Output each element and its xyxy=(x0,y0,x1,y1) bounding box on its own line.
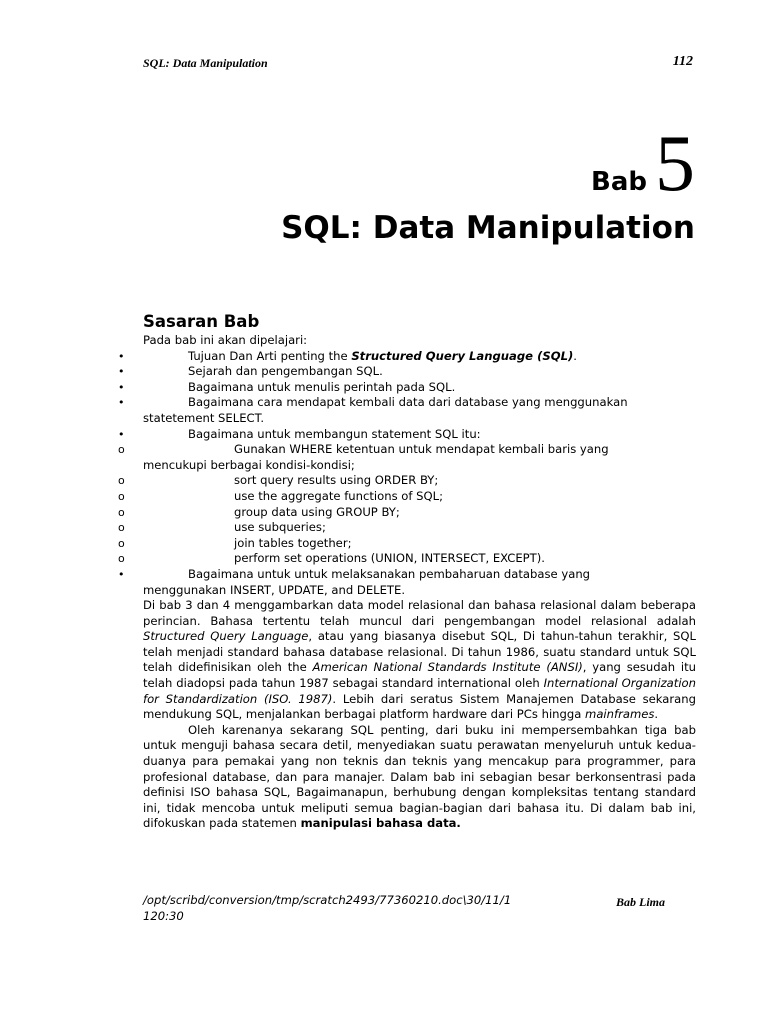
circle-bullet-icon xyxy=(118,520,125,536)
bullet-icon xyxy=(118,364,125,380)
emphasis-text: American National Standards Institute (ANSI) xyxy=(312,660,583,675)
list-item: • Bagaimana untuk menulis perintah pada SQL. xyxy=(143,380,696,396)
body-paragraph: Di bab 3 dan 4 menggambarkan data model relasional dan bahasa relasional dalam beberapa perincian. Bahasa tertentu telah muncul dari pengembangan model relasional adalah Structured Query Language, atau yang biasanya disebut SQL, Di tahun-tahun terakhir, SQL telah menjadi standard bahasa database relasional. Di tahun 1986, suatu standard untuk SQL telah didefinisikan oleh the American National Standards Institute (ANSI), yang sesudah itu telah diadopsi pada tahun 1987 sebagai standard international oleh International Organization for Standardization (ISO. 1987). Lebih dari seratus Sistem Manajemen Database sekarang mendukung SQL, menjalankan berbagai platform hardware dari PCs hingga mainframes. xyxy=(143,598,696,722)
circle-bullet-icon xyxy=(118,473,125,489)
circle-bullet-icon xyxy=(118,505,125,521)
circle-bullet-icon xyxy=(118,536,125,552)
list-item: • Sejarah dan pengembangan SQL. xyxy=(143,364,696,380)
running-header-title: SQL: Data Manipulation xyxy=(143,56,268,70)
sub-list-item: o group data using GROUP BY; xyxy=(143,505,696,521)
list-item: • Bagaimana cara mendapat kembali data dari database yang menggunakan xyxy=(143,395,696,411)
emphasis-text: mainframes xyxy=(585,707,655,722)
chapter-number: 5 xyxy=(655,120,695,208)
sub-list-item: o sort query results using ORDER BY; xyxy=(143,473,696,489)
list-item: • Bagaimana untuk membangun statement SQL itu: xyxy=(143,427,696,443)
bullet-icon xyxy=(118,567,125,583)
footer-path: /opt/scribd/conversion/tmp/scratch2493/77360210.doc\30/11/1 120:30 xyxy=(143,893,512,923)
chapter-title: SQL: Data Manipulation xyxy=(281,210,695,246)
bold-text: manipulasi bahasa data. xyxy=(300,816,461,831)
list-item-continuation: statetement SELECT. xyxy=(143,410,265,425)
sub-list-item-continuation: mencukupi berbagai kondisi-kondisi; xyxy=(143,457,355,472)
chapter-label xyxy=(591,120,695,208)
sub-list-item: o join tables together; xyxy=(143,536,696,552)
sub-list-item: o use the aggregate functions of SQL; xyxy=(143,489,696,505)
circle-bullet-icon xyxy=(118,489,125,505)
emphasis-text: Structured Query Language xyxy=(143,629,309,644)
bullet-icon xyxy=(118,395,125,411)
page-body xyxy=(143,333,696,832)
circle-bullet-icon xyxy=(118,442,125,458)
body-paragraph: Oleh karenanya sekarang SQL penting, dari buku ini mempersembahkan tiga bab untuk menguji bahasa secara detil, menyediakan suatu perawatan menyeluruh untuk kedua-duanya para pemakai yang non teknis dan teknis yang mencakup para programmer, para profesional database, dan para manajer. Dalam bab ini sebagian besar berkonsentrasi pada definisi ISO bahasa SQL, Bagaimanapun, berhubung dengan kompleksitas tentang standard ini, tidak mencoba untuk meliputi semua bagian-bagian dari bahasa itu. Di dalam bab ini, difokuskan pada statemen manipulasi bahasa data. xyxy=(143,722,696,831)
list-item-continuation: menggunakan INSERT, UPDATE, and DELETE. xyxy=(143,582,406,597)
chapter-word: Bab xyxy=(591,167,647,197)
intro-text: Pada bab ini akan dipelajari: xyxy=(143,333,308,347)
sub-list-item: o Gunakan WHERE ketentuan untuk mendapat kembali baris yang xyxy=(143,442,696,458)
sub-list-item: o perform set operations (UNION, INTERSECT, EXCEPT). xyxy=(143,551,696,567)
circle-bullet-icon xyxy=(118,551,125,567)
bullet-icon xyxy=(118,380,125,396)
page-number: 112 xyxy=(672,54,693,69)
section-heading: Sasaran Bab xyxy=(143,312,260,331)
bullet-icon xyxy=(118,349,125,365)
emphasis-text: International Organization for Standardization (ISO. 1987) xyxy=(143,676,696,706)
sub-list-item: o use subqueries; xyxy=(143,520,696,536)
list-item: • Tujuan Dan Arti penting the Structured Query Language (SQL). xyxy=(143,349,696,365)
footer-chapter-label: Bab Lima xyxy=(616,895,666,909)
list-item: • Bagaimana untuk untuk melaksanakan pembaharuan database yang xyxy=(143,567,696,583)
bullet-icon xyxy=(118,427,125,443)
emphasis-text: Structured Query Language (SQL) xyxy=(351,348,574,363)
